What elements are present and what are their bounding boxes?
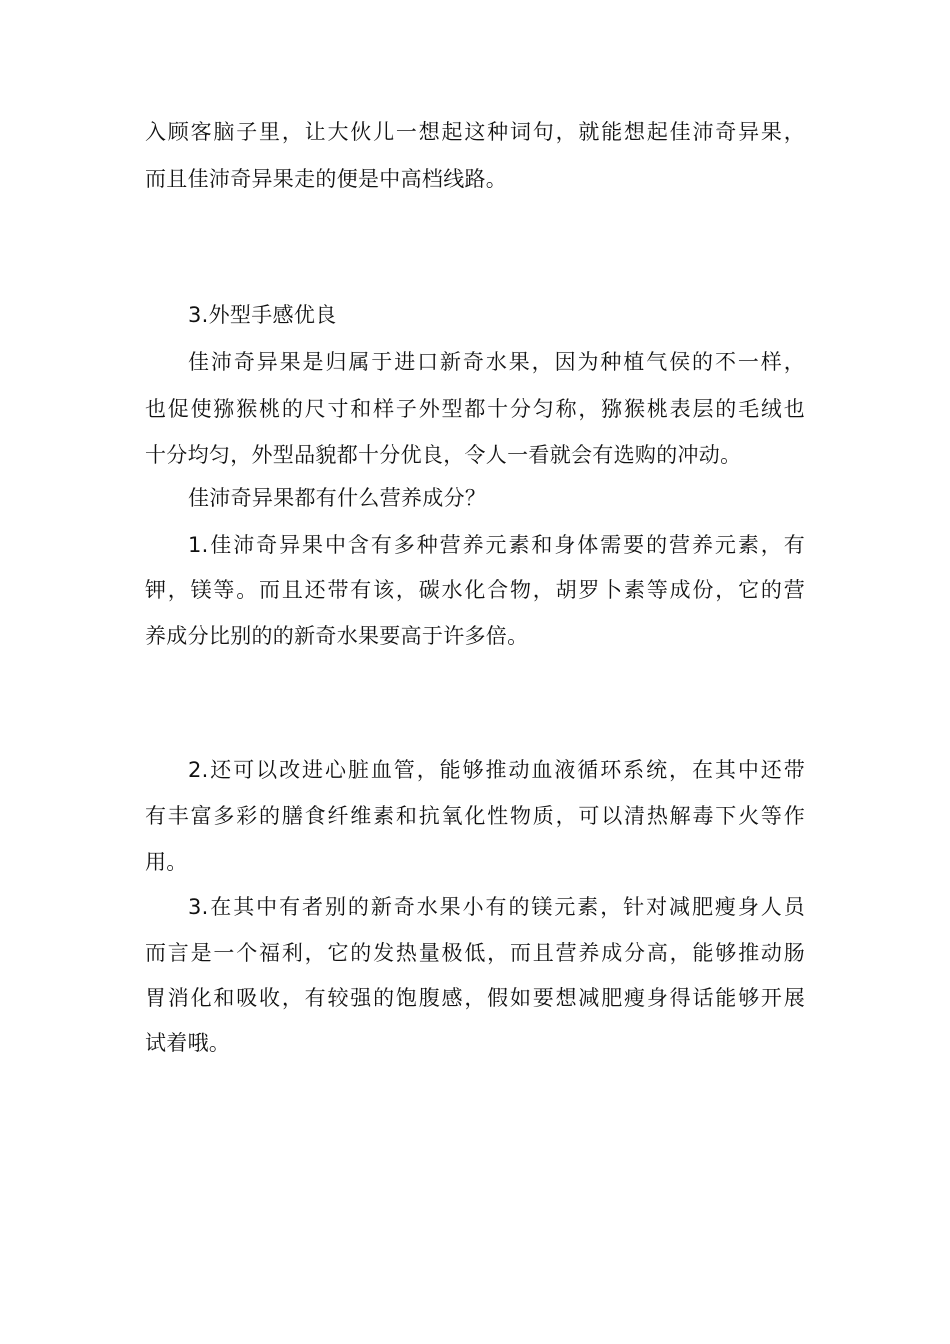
- paragraph-line: 养成分比别的的新奇水果要高于许多倍。: [145, 624, 529, 648]
- paragraph-line: 胃消化和吸收，有较强的饱腹感，假如要想减肥瘦身得话能够开展: [145, 986, 805, 1010]
- paragraph-line: 也促使猕猴桃的尺寸和样子外型都十分匀称，猕猴桃表层的毛绒也: [145, 397, 805, 421]
- paragraph-line: 而且佳沛奇异果走的便是中高档线路。: [145, 167, 508, 191]
- paragraph-line: 佳沛奇异果是归属于进口新奇水果，因为种植气侯的不一样，: [188, 350, 805, 374]
- paragraph-line: 2.还可以改进心脏血管，能够推动血液循环系统，在其中还带: [188, 758, 805, 782]
- paragraph-line: 十分均匀，外型品貌都十分优良，令人一看就会有选购的冲动。: [145, 443, 742, 467]
- section-heading: 佳沛奇异果都有什么营养成分？: [188, 486, 487, 510]
- section-heading: 3.外型手感优良: [188, 303, 337, 327]
- paragraph-line: 3.在其中有者别的新奇水果小有的镁元素，针对减肥瘦身人员: [188, 895, 805, 919]
- paragraph-line: 入顾客脑子里，让大伙儿一想起这种词句，就能想起佳沛奇异果，: [145, 120, 805, 144]
- paragraph-line: 试着哦。: [145, 1031, 231, 1055]
- paragraph-line: 1.佳沛奇异果中含有多种营养元素和身体需要的营养元素，有: [188, 533, 805, 557]
- paragraph-line: 钾，镁等。而且还带有该，碳水化合物，胡罗卜素等成份，它的营: [145, 578, 805, 602]
- paragraph-line: 有丰富多彩的膳食纤维素和抗氧化性物质，可以清热解毒下火等作: [145, 804, 805, 828]
- paragraph-line: 用。: [145, 850, 188, 874]
- paragraph-line: 而言是一个福利，它的发热量极低，而且营养成分高，能够推动肠: [145, 941, 805, 965]
